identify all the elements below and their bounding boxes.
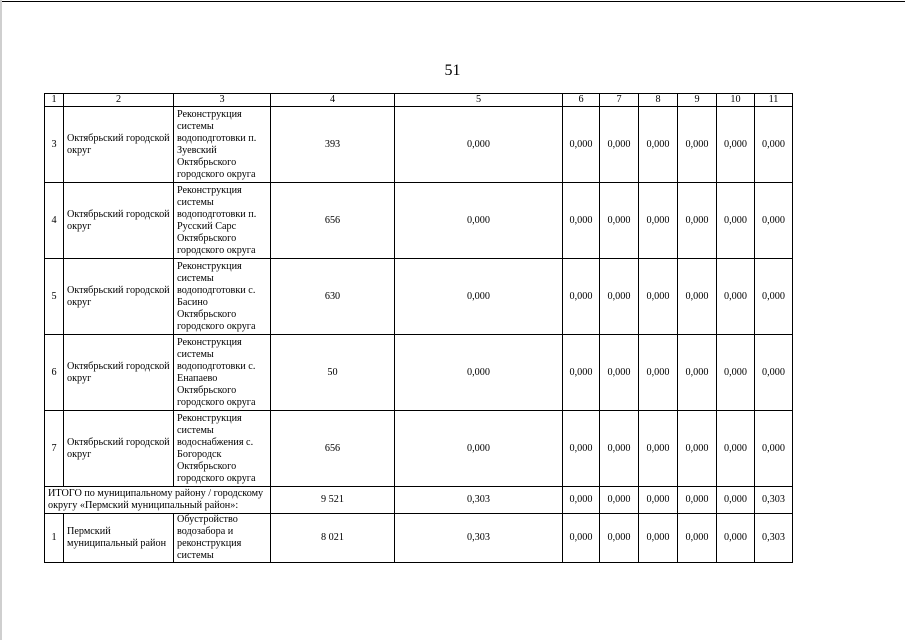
value-cell-7: 0,000: [600, 107, 639, 183]
value-cell-4: 656: [271, 183, 395, 259]
value-cell-8: 0,000: [639, 107, 678, 183]
value-cell-5: 0,000: [395, 107, 563, 183]
value-cell-9: 0,000: [678, 183, 717, 259]
total-cell-11: 0,303: [755, 487, 793, 514]
value-cell-7: 0,000: [600, 411, 639, 487]
project-cell: Обустройство водозабора и реконструкция системы: [174, 514, 271, 563]
value-cell-9: 0,000: [678, 335, 717, 411]
project-cell: Реконструкция системы водоподготовки п. Зуевский Октябрьского городского округа: [174, 107, 271, 183]
total-cell-10: 0,000: [717, 487, 755, 514]
page-number: 51: [444, 62, 461, 79]
value-cell-8: 0,000: [639, 335, 678, 411]
header-cell: 5: [395, 94, 563, 107]
total-label: ИТОГО по муниципальному району / городскому округу «Пермский муниципальный район»:: [45, 487, 271, 514]
district-cell: Пермский муниципальный район: [64, 514, 174, 563]
header-cell: 8: [639, 94, 678, 107]
value-cell-7: 0,000: [600, 335, 639, 411]
district-cell: Октябрьский городской округ: [64, 411, 174, 487]
value-cell-5: 0,000: [395, 411, 563, 487]
value-cell-6: 0,000: [563, 183, 600, 259]
table-row: [45, 411, 793, 487]
table-row: [45, 107, 793, 183]
district-cell: Октябрьский городской округ: [64, 107, 174, 183]
value-cell-4: 50: [271, 335, 395, 411]
value-cell-9: 0,000: [678, 514, 717, 563]
value-cell-10: 0,000: [717, 335, 755, 411]
project-cell: Реконструкция системы водоподготовки п. Русский Сарс Октябрьского городского округа: [174, 183, 271, 259]
value-cell-5: 0,303: [395, 514, 563, 563]
value-cell-6: 0,000: [563, 107, 600, 183]
table-row: [45, 335, 793, 411]
district-cell: Октябрьский городской округ: [64, 259, 174, 335]
total-cell-6: 0,000: [563, 487, 600, 514]
total-cell-8: 0,000: [639, 487, 678, 514]
data-table: [44, 93, 793, 563]
value-cell-10: 0,000: [717, 183, 755, 259]
value-cell-6: 0,000: [563, 411, 600, 487]
table-row: [45, 259, 793, 335]
header-cell: 11: [755, 94, 793, 107]
value-cell-5: 0,000: [395, 259, 563, 335]
header-cell: 6: [563, 94, 600, 107]
value-cell-5: 0,000: [395, 183, 563, 259]
row-number: 1: [45, 514, 64, 563]
total-row: [45, 487, 793, 514]
value-cell-8: 0,000: [639, 183, 678, 259]
value-cell-7: 0,000: [600, 259, 639, 335]
project-cell: Реконструкция системы водоподготовки с. Енапаево Октябрьского городского округа: [174, 335, 271, 411]
project-cell: Реконструкция системы водоподготовки с. Басино Октябрьского городского округа: [174, 259, 271, 335]
value-cell-8: 0,000: [639, 514, 678, 563]
value-cell-6: 0,000: [563, 335, 600, 411]
value-cell-7: 0,000: [600, 183, 639, 259]
table-row: [45, 514, 793, 563]
header-cell: 4: [271, 94, 395, 107]
value-cell-11: 0,000: [755, 107, 793, 183]
value-cell-10: 0,000: [717, 514, 755, 563]
total-cell-7: 0,000: [600, 487, 639, 514]
header-cell: 9: [678, 94, 717, 107]
project-cell: Реконструкция системы водоснабжения с. Богородск Октябрьского городского округа: [174, 411, 271, 487]
row-number: 4: [45, 183, 64, 259]
value-cell-11: 0,000: [755, 411, 793, 487]
header-cell: 2: [64, 94, 174, 107]
row-number: 7: [45, 411, 64, 487]
total-cell-5: 0,303: [395, 487, 563, 514]
value-cell-11: 0,000: [755, 259, 793, 335]
total-cell-9: 0,000: [678, 487, 717, 514]
top-edge-line: [0, 1, 905, 2]
value-cell-10: 0,000: [717, 259, 755, 335]
district-cell: Октябрьский городской округ: [64, 335, 174, 411]
header-cell: 3: [174, 94, 271, 107]
header-cell: 10: [717, 94, 755, 107]
row-number: 3: [45, 107, 64, 183]
district-cell: Октябрьский городской округ: [64, 183, 174, 259]
value-cell-7: 0,000: [600, 514, 639, 563]
value-cell-4: 8 021: [271, 514, 395, 563]
value-cell-8: 0,000: [639, 411, 678, 487]
value-cell-10: 0,000: [717, 107, 755, 183]
value-cell-6: 0,000: [563, 259, 600, 335]
total-cell-4: 9 521: [271, 487, 395, 514]
header-cell: 7: [600, 94, 639, 107]
value-cell-5: 0,000: [395, 335, 563, 411]
left-scan-edge: [0, 0, 2, 640]
table-row: [45, 183, 793, 259]
header-cell: 1: [45, 94, 64, 107]
value-cell-8: 0,000: [639, 259, 678, 335]
row-number: 5: [45, 259, 64, 335]
header-row: [45, 94, 793, 107]
value-cell-4: 656: [271, 411, 395, 487]
value-cell-9: 0,000: [678, 411, 717, 487]
value-cell-9: 0,000: [678, 107, 717, 183]
value-cell-11: 0,000: [755, 335, 793, 411]
value-cell-6: 0,000: [563, 514, 600, 563]
value-cell-10: 0,000: [717, 411, 755, 487]
value-cell-4: 393: [271, 107, 395, 183]
row-number: 6: [45, 335, 64, 411]
value-cell-11: 0,000: [755, 183, 793, 259]
value-cell-9: 0,000: [678, 259, 717, 335]
value-cell-11: 0,303: [755, 514, 793, 563]
value-cell-4: 630: [271, 259, 395, 335]
